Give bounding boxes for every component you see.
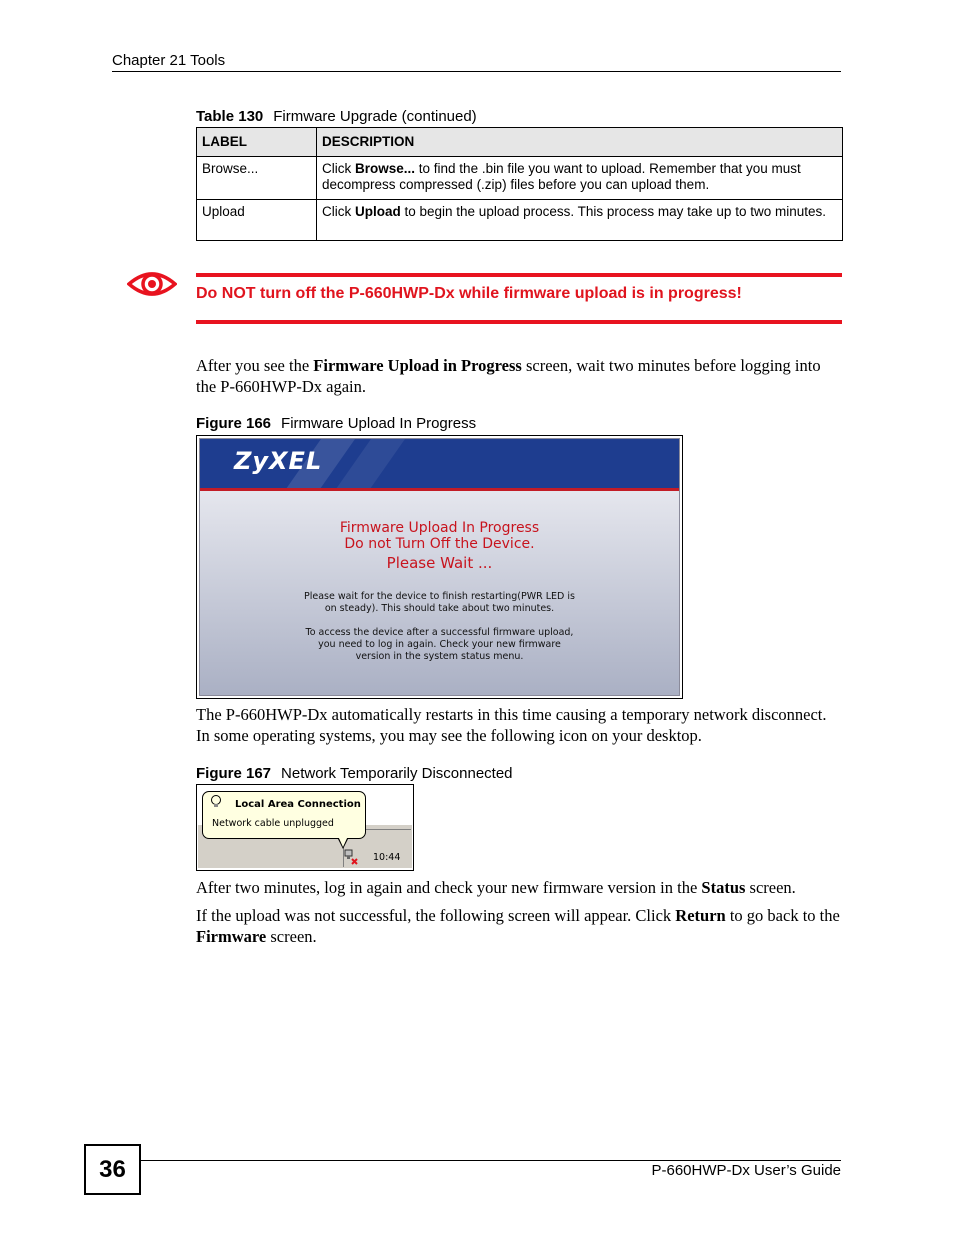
paragraph: If the upload was not successful, the following screen will appear. Click Return to go back to the Firmware screen. bbox=[196, 906, 840, 946]
figure-caption: Figure 167 Network Temporarily Disconnected bbox=[196, 765, 513, 782]
table-header-row bbox=[197, 128, 843, 157]
guide-title: P-660HWP-Dx User’s Guide bbox=[651, 1162, 841, 1179]
row-label: Upload bbox=[197, 200, 317, 241]
page-number: 36 bbox=[84, 1144, 141, 1195]
zyxel-banner bbox=[200, 439, 679, 488]
upload-note-1: Please wait for the device to finish restarting(PWR LED is on steady). This should take about two minutes. bbox=[304, 591, 575, 614]
network-disconnected-screenshot bbox=[196, 784, 414, 871]
table-caption-title: Firmware Upgrade (continued) bbox=[273, 108, 477, 125]
zyxel-logo: ZyXEL bbox=[234, 447, 323, 475]
balloon-message: Network cable unplugged bbox=[212, 818, 334, 829]
upload-warning: Do not Turn Off the Device. bbox=[344, 536, 535, 552]
figure-caption: Figure 166 Firmware Upload In Progress bbox=[196, 415, 477, 432]
footer-divider bbox=[141, 1160, 841, 1161]
upload-note-2: To access the device after a successful firmware upload, you need to log in again. Check your new firmware version in the system status menu. bbox=[305, 627, 574, 662]
header-divider bbox=[112, 71, 841, 72]
firmware-upload-screenshot bbox=[196, 435, 683, 699]
warning-rule-bottom bbox=[196, 320, 842, 324]
row-label: Browse... bbox=[197, 157, 317, 200]
warning-text: Do NOT turn off the P-660HWP-Dx while firmware upload is in progress! bbox=[196, 285, 742, 302]
warning-rule-top bbox=[196, 273, 842, 277]
table-caption bbox=[196, 108, 477, 125]
row-description: Click Browse... to find the .bin file you want to upload. Remember that you must decompress compressed (.zip) files before you can upload them. bbox=[317, 157, 843, 200]
upload-title: Firmware Upload In Progress bbox=[339, 520, 540, 536]
table-row bbox=[197, 200, 843, 241]
paragraph: After two minutes, log in again and check your new firmware version in the Status screen. bbox=[196, 878, 796, 897]
row-description: Click Upload to begin the upload process. This process may take up to two minutes. bbox=[317, 200, 843, 241]
banner-divider bbox=[200, 488, 679, 491]
paragraph: The P-660HWP-Dx automatically restarts in this time causing a temporary network disconnect. In some operating systems, you may see the following icon on your desktop. bbox=[196, 705, 827, 745]
table-row bbox=[197, 157, 843, 200]
tray-clock: 10:44 bbox=[373, 852, 401, 863]
upload-wait: Please Wait ... bbox=[386, 554, 493, 572]
header-label: LABEL bbox=[197, 128, 317, 157]
header-description: DESCRIPTION bbox=[317, 128, 843, 157]
chapter-header: Chapter 21 Tools bbox=[112, 52, 226, 69]
paragraph: After you see the Firmware Upload in Progress screen, wait two minutes before logging into the P-660HWP-Dx again. bbox=[196, 356, 821, 396]
network-disconnected-icon[interactable] bbox=[343, 849, 359, 865]
info-bulb-icon bbox=[209, 794, 223, 808]
eye-warning-icon bbox=[127, 268, 177, 300]
firmware-upgrade-table bbox=[196, 127, 843, 241]
table-caption-label: Table 130 bbox=[196, 108, 264, 125]
balloon-title: Local Area Connection bbox=[235, 799, 361, 810]
